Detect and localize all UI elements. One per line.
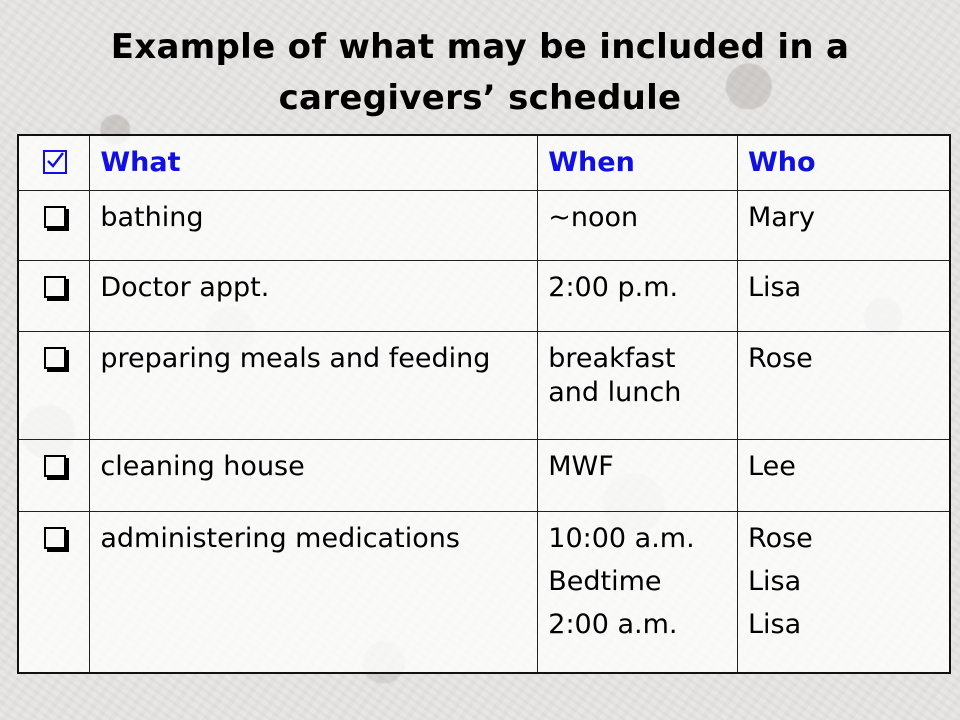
cell-when: MWF [538, 440, 738, 512]
row-check-cell [18, 512, 90, 674]
row-check-cell [18, 191, 90, 261]
schedule-table [17, 134, 951, 674]
title-line-2: caregivers’ schedule [278, 78, 682, 118]
row-check-cell [18, 332, 90, 440]
empty-checkbox-icon[interactable] [44, 527, 66, 549]
table-header-row [18, 135, 950, 191]
who-entry: Lisa [748, 609, 802, 640]
empty-checkbox-icon[interactable] [44, 455, 66, 477]
table-row [18, 191, 950, 261]
cell-who: Lisa [738, 261, 950, 332]
table-row [18, 332, 950, 440]
row-check-cell [18, 440, 90, 512]
cell-what: administering medications [90, 512, 538, 674]
empty-checkbox-icon[interactable] [44, 276, 66, 298]
checked-box-icon [43, 150, 67, 174]
table-row [18, 261, 950, 332]
cell-what: bathing [90, 191, 538, 261]
title-line-1: Example of what may be included in a [110, 27, 850, 67]
header-what: What [90, 135, 538, 191]
cell-when: 2:00 p.m. [538, 261, 738, 332]
cell-who: Rose [738, 332, 950, 440]
table-row [18, 440, 950, 512]
empty-checkbox-icon[interactable] [44, 347, 66, 369]
cell-what: Doctor appt. [90, 261, 538, 332]
when-entry: Bedtime [548, 566, 662, 597]
who-entry: Lisa [748, 566, 802, 597]
cell-when: ~noon [538, 191, 738, 261]
when-entry: 10:00 a.m. [548, 523, 695, 554]
cell-who: Mary [738, 191, 950, 261]
empty-checkbox-icon[interactable] [44, 206, 66, 228]
header-check-cell [18, 135, 90, 191]
when-entry: 2:00 a.m. [548, 609, 678, 640]
cell-who [738, 512, 950, 674]
cell-who: Lee [738, 440, 950, 512]
header-who: Who [738, 135, 950, 191]
cell-what: preparing meals and feeding [90, 332, 538, 440]
cell-what: cleaning house [90, 440, 538, 512]
cell-when [538, 512, 738, 674]
page-title [0, 22, 960, 124]
row-check-cell [18, 261, 90, 332]
cell-when: breakfast and lunch [538, 332, 738, 440]
who-entry: Rose [748, 523, 813, 554]
header-when: When [538, 135, 738, 191]
table-row [18, 512, 950, 674]
